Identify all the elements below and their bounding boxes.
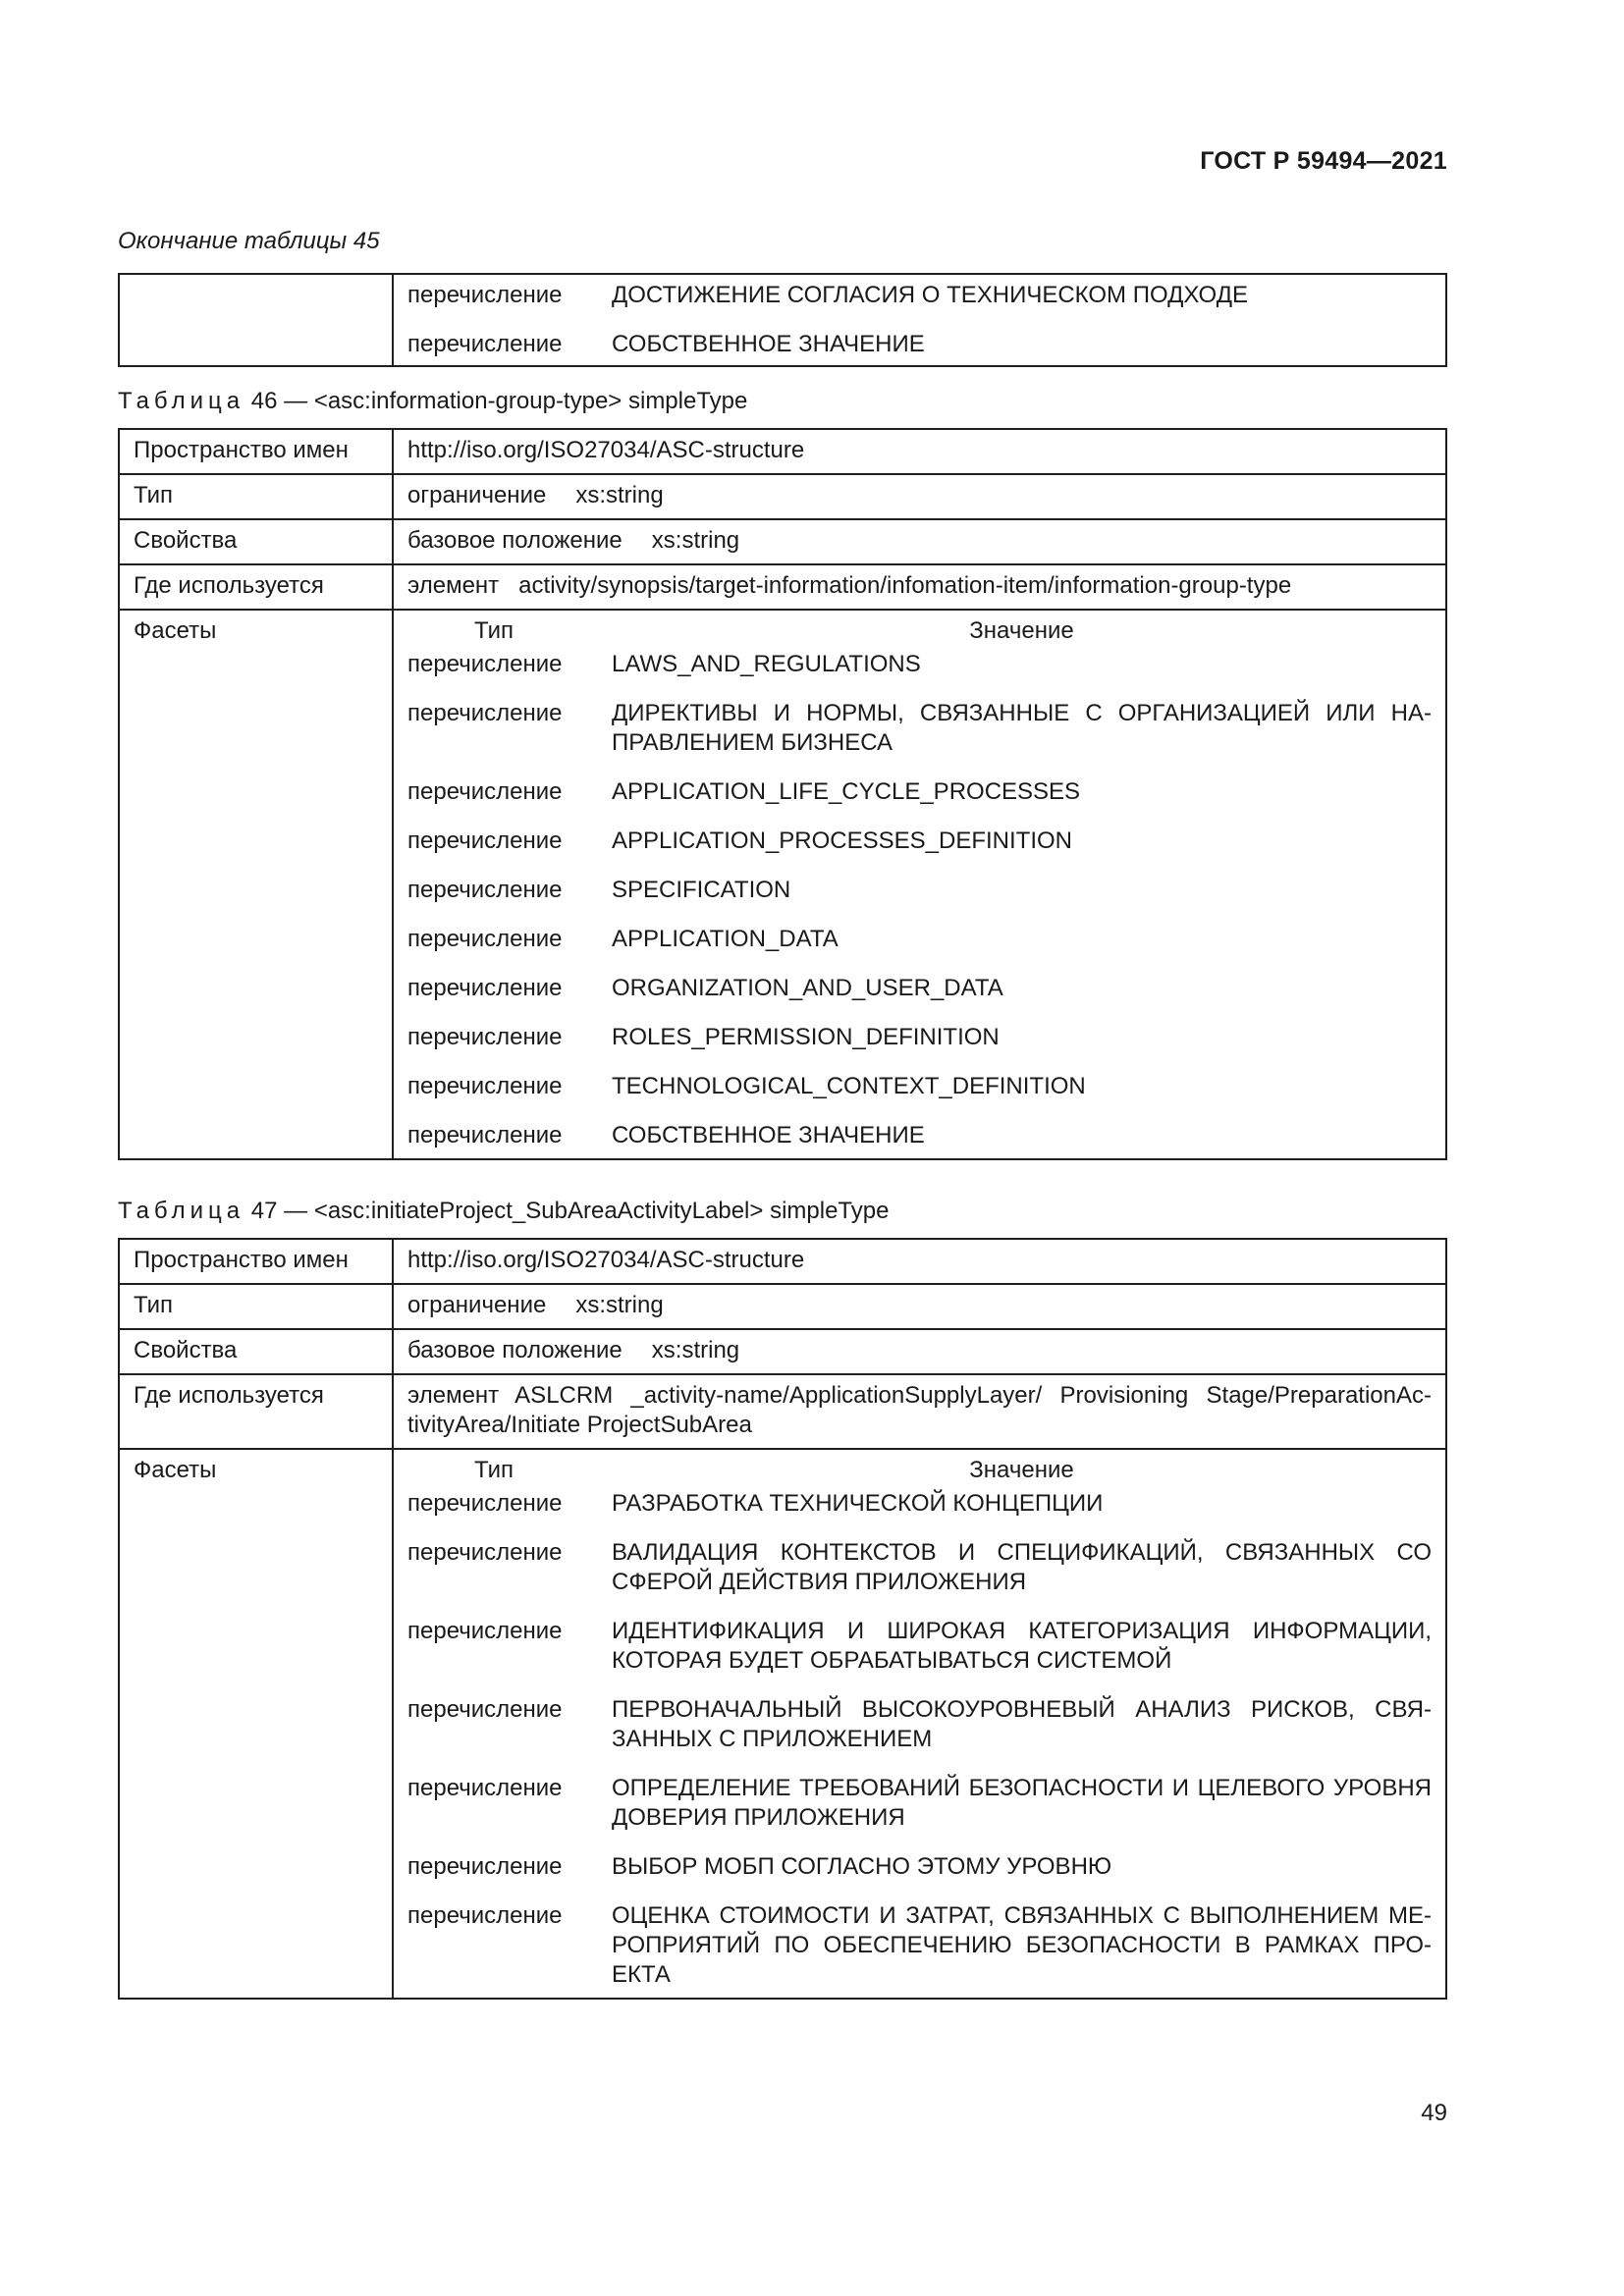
facet-row xyxy=(407,825,1432,856)
facet-value: APPLICATION_PROCESSES_DEFINITION xyxy=(612,828,1072,854)
row-value xyxy=(393,1374,1446,1449)
facet-type: перечисление xyxy=(407,1696,563,1723)
row-key: элемент xyxy=(407,572,500,599)
facet-row xyxy=(407,1615,1432,1676)
facet-value: ORGANIZATION_AND_USER_DATA xyxy=(612,975,1003,1001)
facet-value: ВАЛИДАЦИЯ КОНТЕКСТОВ И СПЕЦИФИКАЦИЙ, СВЯЗАННЫХ СО СФЕРОЙ ДЕЙСТВИЯ ПРИЛОЖЕНИЯ xyxy=(612,1539,1432,1595)
facet-row xyxy=(407,1693,1432,1754)
table46-facets-row xyxy=(119,610,1446,1159)
table47-properties-row xyxy=(119,1329,1446,1374)
facet-row xyxy=(407,972,1432,1003)
facet-type: перечисление xyxy=(407,975,563,1001)
table45-continuation-caption: Окончание таблицы 45 xyxy=(118,228,380,254)
facet-value: СОБСТВЕННОЕ ЗНАЧЕНИЕ xyxy=(612,1122,925,1148)
facet-type: перечисление xyxy=(407,1122,563,1148)
row-key-value: xs:string xyxy=(651,527,740,554)
row-key: базовое положение xyxy=(407,1337,623,1363)
facet-type: перечисление xyxy=(407,1024,563,1050)
facet-type: перечисление xyxy=(407,926,563,952)
facet-type: перечисление xyxy=(407,1539,563,1566)
row-key-value: xs:string xyxy=(651,1337,740,1363)
row-key-value: ASLCRM _activity-name/ApplicationSupplyLayer/ Provisioning Stage/PreparationActivityArea/Initiate ProjectSubArea xyxy=(407,1382,1432,1438)
facet-value: ИДЕНТИФИКАЦИЯ И ШИРОКАЯ КАТЕГОРИЗАЦИЯ ИНФОРМАЦИИ, КОТОРАЯ БУДЕТ ОБРАБАТЫВАТЬСЯ СИСТЕМОЙ xyxy=(612,1618,1432,1674)
row-value xyxy=(393,1329,1446,1374)
facet-type: перечисление xyxy=(407,828,563,854)
facet-value: ДОСТИЖЕНИЕ СОГЛАСИЯ О ТЕХНИЧЕСКОМ ПОДХОДЕ xyxy=(612,282,1248,308)
facet-row xyxy=(407,697,1432,758)
table47-caption-word: Таблица xyxy=(118,1198,245,1224)
row-value: http://iso.org/ISO27034/ASC-structure xyxy=(393,1239,1446,1284)
facet-value: ПЕРВОНАЧАЛЬНЫЙ ВЫСОКОУРОВНЕВЫЙ АНАЛИЗ РИСКОВ, СВЯЗАННЫХ С ПРИЛОЖЕНИЕМ xyxy=(612,1696,1432,1752)
facet-type: перечисление xyxy=(407,1073,563,1099)
table46 xyxy=(118,428,1447,1160)
facet-row xyxy=(407,1021,1432,1052)
facet-row xyxy=(407,1850,1432,1882)
table46-used-row xyxy=(119,564,1446,610)
table47-used-row xyxy=(119,1374,1446,1449)
table46-type-row xyxy=(119,474,1446,519)
table47 xyxy=(118,1238,1447,2000)
row-label: Свойства xyxy=(119,519,393,564)
facet-value: ROLES_PERMISSION_DEFINITION xyxy=(612,1024,1000,1050)
row-key-value: activity/synopsis/target-information/infomation-item/information-group-type xyxy=(518,572,1292,599)
standard-header: ГОСТ Р 59494—2021 xyxy=(1200,147,1447,175)
row-label: Свойства xyxy=(119,1329,393,1374)
facet-row xyxy=(407,874,1432,905)
facet-value: РАЗРАБОТКА ТЕХНИЧЕСКОЙ КОНЦЕПЦИИ xyxy=(612,1490,1104,1517)
row-label: Пространство имен xyxy=(119,1239,393,1284)
row-label: Пространство имен xyxy=(119,429,393,474)
facet-row xyxy=(407,775,1432,807)
facet-value: ОПРЕДЕЛЕНИЕ ТРЕБОВАНИЙ БЕЗОПАСНОСТИ И ЦЕЛЕВОГО УРОВНЯ ДОВЕРИЯ ПРИЛОЖЕНИЯ xyxy=(612,1775,1432,1831)
facets-cell xyxy=(393,610,1446,1159)
table46-properties-row xyxy=(119,519,1446,564)
facet-value: ДИРЕКТИВЫ И НОРМЫ, СВЯЗАННЫЕ С ОРГАНИЗАЦИЕЙ ИЛИ НАПРАВЛЕНИЕМ БИЗНЕСА xyxy=(612,700,1432,756)
facet-row xyxy=(407,1119,1432,1150)
facets-header-type: Тип xyxy=(474,1457,514,1483)
facet-value: ВЫБОР МОБП СОГЛАСНО ЭТОМУ УРОВНЮ xyxy=(612,1853,1112,1880)
facet-row xyxy=(407,648,1432,679)
table46-caption-word: Таблица xyxy=(118,388,245,414)
page-number: 49 xyxy=(1421,2100,1447,2126)
row-label: Тип xyxy=(119,1284,393,1329)
facet-row xyxy=(407,1772,1432,1833)
facet-type: перечисление xyxy=(407,778,563,805)
facet-type: перечисление xyxy=(407,331,563,357)
row-key-value: xs:string xyxy=(575,1292,664,1318)
facet-row xyxy=(407,1487,1432,1519)
facet-value: APPLICATION_LIFE_CYCLE_PROCESSES xyxy=(612,778,1081,805)
facets-header-type: Тип xyxy=(474,617,514,644)
facet-value: СОБСТВЕННОЕ ЗНАЧЕНИЕ xyxy=(612,331,925,357)
facet-type: перечисление xyxy=(407,1853,563,1880)
facet-type: перечисление xyxy=(407,1775,563,1801)
row-label: Фасеты xyxy=(119,610,393,1159)
facet-type: перечисление xyxy=(407,1490,563,1517)
facet-type: перечисление xyxy=(407,1618,563,1644)
facet-row xyxy=(407,1070,1432,1101)
facet-value: ОЦЕНКА СТОИМОСТИ И ЗАТРАТ, СВЯЗАННЫХ С ВЫПОЛНЕНИЕМ МЕРОПРИЯТИЙ ПО ОБЕСПЕЧЕНИЮ БЕЗОПАСНОСТИ В РАМКАХ ПРОЕКТА xyxy=(612,1902,1432,1988)
table46-namespace-row xyxy=(119,429,1446,474)
row-label: Где используется xyxy=(119,1374,393,1449)
row-value xyxy=(393,474,1446,519)
facet-row xyxy=(407,1899,1432,1990)
table47-caption-text: 47 — <asc:initiateProject_SubAreaActivityLabel> simpleType xyxy=(250,1198,890,1224)
facet-type: перечисление xyxy=(407,877,563,903)
facet-value: APPLICATION_DATA xyxy=(612,926,839,952)
row-key: ограничение xyxy=(407,1292,547,1318)
row-label: Тип xyxy=(119,474,393,519)
row-label: Фасеты xyxy=(119,1449,393,1999)
facet-type: перечисление xyxy=(407,282,563,308)
facets-header xyxy=(407,1456,1432,1487)
table47-facets-row xyxy=(119,1449,1446,1999)
facet-value: SPECIFICATION xyxy=(612,877,791,903)
row-key-value: xs:string xyxy=(575,482,664,508)
table46-caption-text: 46 — <asc:information-group-type> simpleType xyxy=(250,388,748,414)
row-value: http://iso.org/ISO27034/ASC-structure xyxy=(393,429,1446,474)
facet-type: перечисление xyxy=(407,651,563,677)
table47-caption xyxy=(118,1198,889,1225)
row-value xyxy=(393,564,1446,610)
row-key: ограничение xyxy=(407,482,547,508)
table45-end xyxy=(118,273,1447,367)
facets-cell xyxy=(393,1449,1446,1999)
facet-type: перечисление xyxy=(407,1902,563,1929)
table47-namespace-row xyxy=(119,1239,1446,1284)
table47-type-row xyxy=(119,1284,1446,1329)
row-value xyxy=(393,519,1446,564)
row-label: Где используется xyxy=(119,564,393,610)
facets-header xyxy=(407,616,1432,648)
facet-type: перечисление xyxy=(407,700,563,726)
table45-facet-row xyxy=(407,279,1432,310)
table46-caption xyxy=(118,388,747,415)
facet-row xyxy=(407,1536,1432,1597)
table45-empty-cell xyxy=(119,274,393,366)
facets-header-value: Значение xyxy=(969,1457,1074,1483)
facet-value: TECHNOLOGICAL_CONTEXT_DEFINITION xyxy=(612,1073,1086,1099)
table45-facets-cell xyxy=(393,274,1446,366)
row-value xyxy=(393,1284,1446,1329)
facet-value: LAWS_AND_REGULATIONS xyxy=(612,651,921,677)
row-key: элемент xyxy=(407,1382,500,1409)
row-key: базовое положение xyxy=(407,527,623,554)
facets-header-value: Значение xyxy=(969,617,1074,644)
table45-facet-row xyxy=(407,328,1432,359)
facet-row xyxy=(407,923,1432,954)
